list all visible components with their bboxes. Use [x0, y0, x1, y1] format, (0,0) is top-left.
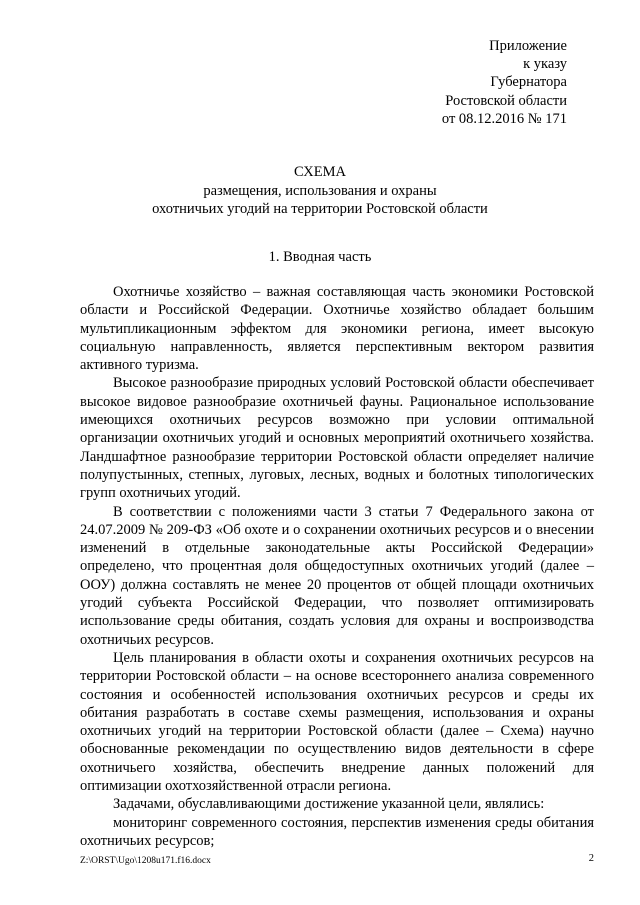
paragraph: Цель планирования в области охоты и сохранения охотничьих ресурсов на территории Ростовской области – на основе всестороннего анализа современного состояния и особенностей использования охотничьих ресурсов и среды их обитания разработать в составе схемы размещения, использования и охраны охотничьих угодий на территории Ростовской области (далее – Схема) научно обоснованные рекомендации по осуществлению видов деятельности в сфере охотничьего хозяйства, обеспечить внедрение данных положений для оптимизации охотхозяйственной отрасли региона. — [80, 649, 594, 795]
appendix-line-appendix: Приложение — [489, 38, 567, 54]
page-number: 2 — [588, 853, 594, 864]
title-subtitle-line-2: охотничьих угодий на территории Ростовской области — [152, 201, 488, 218]
document-title — [0, 163, 640, 219]
title-heading: СХЕМА — [294, 164, 346, 180]
appendix-line-region: Ростовской области — [445, 92, 567, 109]
paragraph: В соответствии с положениями части 3 статьи 7 Федерального закона от 24.07.2009 № 209-ФЗ «Об охоте и о сохранении охотничьих ресурсов и о внесении изменений в отдельные законодательные акты Российской Федерации» определено, что процентная доля общедоступных охотничьих угодий (далее – ООУ) должна составлять не менее 20 процентов от общей площади охотничьих угодий субъекта Российской Федерации, что позволяет оптимизировать использование среды обитания, создать условия для охраны и воспроизводства охотничьих ресурсов. — [80, 503, 594, 648]
paragraph: Высокое разнообразие природных условий Ростовской области обеспечивает высокое видовое разнообразие охотничьей фауны. Рациональное использование имеющихся охотничьих ресурсов возможно при условии оптимальной организации охотничьих угодий и основных мероприятий охотничьего хозяйства. Ландшафтное разнообразие территории Ростовской области определяет наличие полупустынных, степных, луговых, лесных, водных и болотных типологических групп охотничьих угодий. — [80, 375, 594, 502]
section-heading: 1. Вводная часть — [268, 249, 372, 265]
appendix-block — [442, 37, 567, 128]
title-subtitle-line-1: размещения, использования и охраны — [203, 182, 437, 199]
appendix-line-to-decree: к указу — [523, 56, 567, 73]
appendix-line-governor: Губернатора — [490, 74, 567, 91]
paragraph: Охотничье хозяйство – важная составляющая часть экономики Ростовской области и Российской Федерации. Охотничье хозяйство обладает большим мультипликационным эффектом для экономики региона, имеет высокую социальную направленность, является перспективным вектором развития активного туризма. — [80, 284, 594, 374]
appendix-line-date-number: от 08.12.2016 № 171 — [441, 110, 567, 127]
body-text — [80, 283, 594, 850]
footer-file-path: Z:\ORST\Ugo\1208u171.f16.docx — [80, 856, 211, 866]
paragraph: Задачами, обуславливающими достижение указанной цели, являлись: — [113, 796, 545, 813]
paragraph: мониторинг современного состояния, перспектив изменения среды обитания охотничьих ресурсов; — [80, 814, 594, 849]
